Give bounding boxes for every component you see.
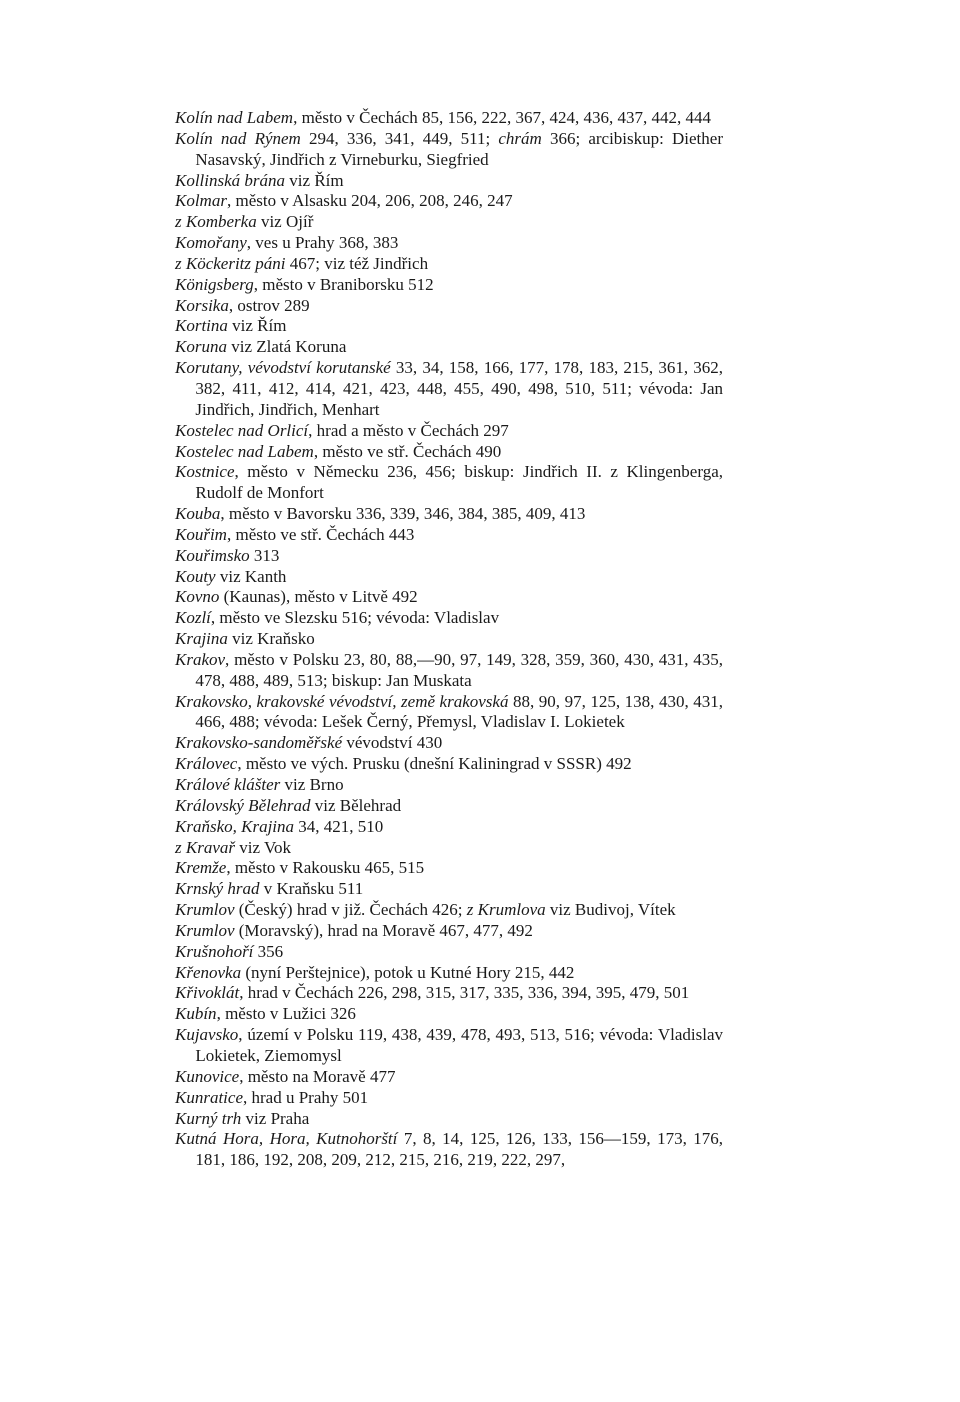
entry-text: 33, 34, 158, 166, 177, 178, 183, 215, 361, 362, 382, 411, 412, 414, 421, 423, 448, 455, 490, 498, 510, 511; vévoda: Jan Jindřich, Jindřich, Menhart: [195, 358, 724, 419]
entry-text: , město na Moravě 477: [239, 1066, 396, 1086]
index-entry: [175, 942, 723, 963]
entry-term: Kubín: [175, 1004, 217, 1024]
entry-text: 467; viz též Jindřich: [285, 253, 429, 273]
index-entry: [175, 1129, 723, 1171]
index-entry: [175, 983, 723, 1004]
entry-term: Kouty: [175, 566, 216, 586]
entry-term: Křivoklát: [175, 983, 240, 1003]
index-entry: [175, 275, 723, 296]
index-entry: [175, 442, 723, 463]
index-entry: [175, 462, 723, 504]
entry-term: Kurný trh: [175, 1108, 242, 1128]
entry-text: 356: [253, 941, 284, 961]
entry-term: Kostelec nad Orlicí: [175, 420, 309, 440]
index-entry: [175, 546, 723, 567]
entry-text: viz Kraňsko: [227, 629, 315, 649]
entry-term: Kovno: [175, 587, 220, 607]
entry-text: (Kaunas), město v Litvě 492: [219, 587, 418, 607]
entry-term: z Köckeritz páni: [175, 253, 286, 273]
entry-term: Krakovsko-sandoměřské: [175, 733, 343, 753]
entry-term: Kujavsko: [175, 1025, 239, 1045]
entry-text: , město ve stř. Čechách 443: [226, 524, 415, 544]
entry-text: 294, 336, 341, 449, 511;: [300, 128, 499, 148]
entry-text: , město v Alsasku 204, 206, 208, 246, 247: [226, 191, 513, 211]
index-entry: [175, 963, 723, 984]
entry-text: 313: [249, 545, 280, 565]
entry-text: , město ve stř. Čechách 490: [313, 441, 502, 461]
entry-text: , město ve Slezsku 516; vévoda: Vladislav: [210, 608, 500, 628]
entry-text: (nyní Perštejnice), potok u Kutné Hory 215, 442: [241, 962, 575, 982]
entry-text: , ostrov 289: [228, 295, 310, 315]
entry-term: Krakov: [175, 649, 226, 669]
index-entry: [175, 337, 723, 358]
index-entry: [175, 108, 723, 129]
index-entry: [175, 525, 723, 546]
entry-term: z Krumlova: [466, 900, 546, 920]
index-entry: [175, 838, 723, 859]
entry-text: (Moravský), hrad na Moravě 467, 477, 492: [234, 920, 533, 940]
entry-term: Krnský hrad: [175, 879, 260, 899]
entry-term: Krumlov: [175, 920, 235, 940]
entry-term: Kunratice: [175, 1087, 243, 1107]
entry-text: viz Kanth: [215, 566, 287, 586]
index-entry: [175, 233, 723, 254]
index-entry: [175, 900, 723, 921]
entry-text: viz Řím: [227, 316, 287, 336]
index-entry: [175, 171, 723, 192]
index-entry: [175, 733, 723, 754]
entry-term: Královec: [175, 754, 238, 774]
index-entry: [175, 754, 723, 775]
entry-term: Kouba: [175, 504, 221, 524]
entry-text: vévodství 430: [342, 733, 443, 753]
entry-term: Kolín nad Labem: [175, 108, 294, 127]
entry-term: z Komberka: [175, 212, 257, 232]
entry-text: 88, 90, 97, 125, 138, 430, 431, 466, 488; vévoda: Lešek Černý, Přemysl, Vladislav I. Lokietek: [195, 691, 723, 732]
index-entry: [175, 129, 723, 171]
entry-text: , město v Braniborsku 512: [253, 274, 434, 294]
index-entry: [175, 629, 723, 650]
entry-term: Krumlov: [175, 900, 235, 920]
entry-term: Kremže: [175, 858, 227, 878]
entry-term: Kunovice: [175, 1066, 240, 1086]
entry-text: , ves u Prahy 368, 383: [246, 233, 399, 253]
entry-term: Kouřimsko: [175, 545, 250, 565]
entry-text: viz Ojíř: [256, 212, 314, 232]
entry-term: Královský Bělehrad: [175, 795, 311, 815]
entry-text: , hrad v Čechách 226, 298, 315, 317, 335, 336, 394, 395, 479, 501: [239, 983, 690, 1003]
entry-term: Korsika: [175, 295, 229, 315]
entry-text: , město v Rakousku 465, 515: [226, 858, 425, 878]
entry-text: viz Bělehrad: [310, 795, 402, 815]
index-entry: [175, 879, 723, 900]
entry-text: , území v Polsku 119, 438, 439, 478, 493, 513, 516; vévoda: Vladislav Lokietek, Ziemomysl: [195, 1025, 723, 1065]
index-entry: [175, 858, 723, 879]
entry-term: Kolín nad Rýnem: [175, 128, 301, 148]
entry-text: viz Budivoj, Vítek: [545, 900, 676, 920]
entry-text: viz Vok: [234, 837, 292, 857]
entry-term: Komořany: [175, 233, 247, 253]
entry-text: viz Brno: [280, 775, 344, 794]
index-entry: [175, 212, 723, 233]
entry-term: chrám: [498, 128, 542, 148]
entry-term: Kutná Hora, Hora, Kutnohorští: [175, 1129, 398, 1149]
entry-text: , město v Čechách 85, 156, 222, 367, 424, 436, 437, 442, 444: [293, 108, 711, 127]
index-entry: [175, 358, 723, 421]
entry-text: viz Řím: [285, 170, 344, 190]
entry-term: Kolmar: [175, 191, 227, 211]
index-entry: [175, 1088, 723, 1109]
entry-text: 7, 8, 14, 125, 126, 133, 156—159, 173, 176, 181, 186, 192, 208, 209, 212, 215, 216, 219, 222, 297,: [195, 1129, 724, 1170]
entry-text: , hrad u Prahy 501: [243, 1087, 369, 1107]
entry-text: , město v Bavorsku 336, 339, 346, 384, 385, 409, 413: [220, 504, 586, 524]
entry-term: Königsberg: [175, 274, 254, 294]
entry-term: Kouřim: [175, 524, 227, 544]
entry-term: Koruna: [175, 337, 227, 357]
entry-term: Kozlí: [175, 608, 211, 628]
index-entry: [175, 692, 723, 734]
entry-text: (Český) hrad v již. Čechách 426;: [234, 900, 467, 920]
index-entry: [175, 1004, 723, 1025]
entry-text: viz Praha: [241, 1108, 310, 1128]
entry-text: , město ve vých. Prusku (dnešní Kaliningrad v SSSR) 492: [237, 754, 632, 774]
entry-term: z Kravař: [175, 837, 235, 857]
index-entry: [175, 796, 723, 817]
entry-text: , hrad a město v Čechách 297: [308, 420, 509, 440]
index-entry: [175, 316, 723, 337]
entry-term: Kostnice: [175, 462, 235, 482]
index-entry: [175, 296, 723, 317]
entry-text: , město v Německu 236, 456; biskup: Jindřich II. z Klingenberga, Rudolf de Monfort: [195, 462, 723, 503]
index-entry: [175, 191, 723, 212]
entry-text: 366; arcibiskup: Diether Nasavský, Jindřich z Virneburku, Siegfried: [195, 128, 723, 169]
index-entry: [175, 567, 723, 588]
entry-text: 34, 421, 510: [294, 816, 384, 836]
index-entry: [175, 504, 723, 525]
entry-text: , město v Polsku 23, 80, 88,—90, 97, 149, 328, 359, 360, 430, 431, 435, 478, 488, 489, 513; biskup: Jan Muskata: [195, 649, 723, 690]
index-entry: [175, 1025, 723, 1067]
entry-term: Krajina: [175, 629, 228, 649]
index-entry: [175, 1067, 723, 1088]
entry-term: Kostelec nad Labem: [175, 441, 314, 461]
entry-text: viz Zlatá Koruna: [226, 337, 347, 357]
index-entry: [175, 587, 723, 608]
index-entry: [175, 650, 723, 692]
entry-term: Krušnohoří: [175, 941, 254, 961]
index-page: [175, 108, 723, 1171]
entry-term: Krakovsko, krakovské vévodství, země krakovská: [175, 691, 509, 711]
index-entry: [175, 1109, 723, 1130]
index-entry: [175, 608, 723, 629]
entry-term: Kortina: [175, 316, 228, 336]
index-entry: [175, 421, 723, 442]
entry-term: Kollinská brána: [175, 170, 286, 190]
entry-text: , město v Lužici 326: [216, 1004, 356, 1024]
index-entry: [175, 775, 723, 796]
entry-term: Křenovka: [175, 962, 242, 982]
index-entry: [175, 921, 723, 942]
entry-term: Králové klášter: [175, 775, 281, 794]
entry-term: Korutany, vévodství korutanské: [175, 358, 391, 378]
entry-text: v Kraňsku 511: [259, 879, 364, 899]
entry-term: Kraňsko, Krajina: [175, 816, 295, 836]
index-entry: [175, 254, 723, 275]
index-entry: [175, 817, 723, 838]
